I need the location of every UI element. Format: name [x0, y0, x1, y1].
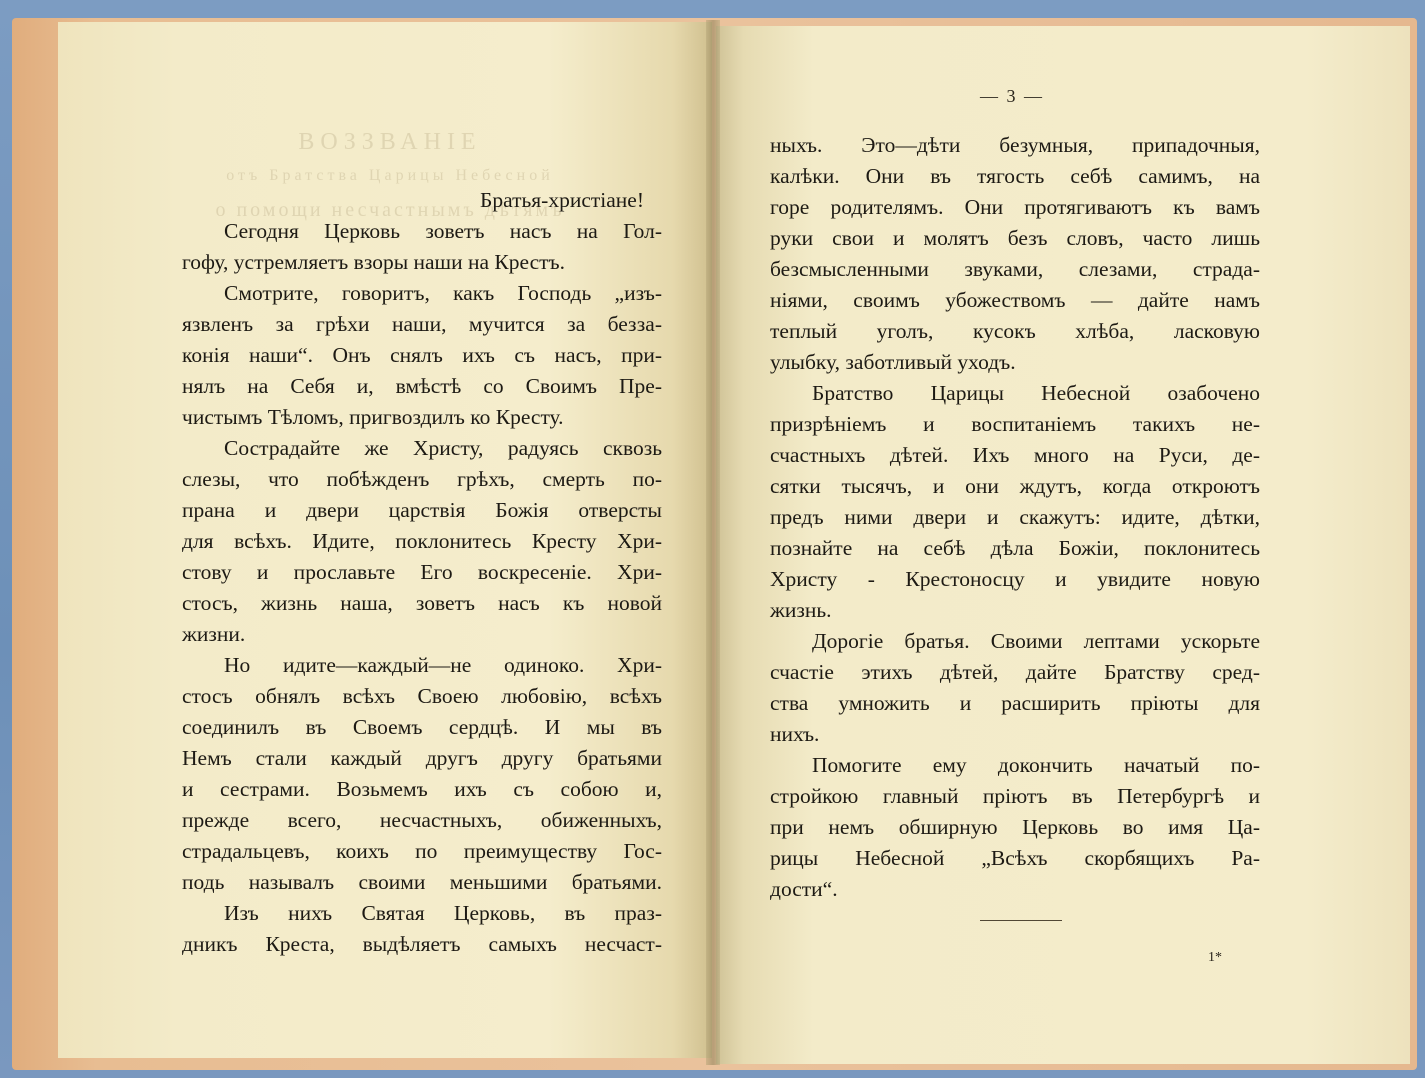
text-line: горе родителямъ. Они протягиваютъ къ вамъ: [770, 195, 1260, 219]
text-line: конія наши“. Онъ снялъ ихъ съ насъ, при-: [182, 343, 662, 367]
text-line: подь называлъ своими меньшими братьями.: [182, 870, 662, 894]
text-line: стосъ, жизнь наша, зоветъ насъ къ новой: [182, 591, 662, 615]
page-number: — 3 —: [980, 86, 1044, 106]
text-line: Сегодня Церковь зоветъ насъ на Гол-: [224, 219, 662, 243]
text-line: ніями, своимъ убожествомъ — дайте намъ: [770, 288, 1260, 312]
text-line: Смотрите, говоритъ, какъ Господь „изъ-: [224, 281, 662, 305]
text-line: гофу, устремляетъ взоры наши на Крестъ.: [182, 250, 566, 274]
text-line: чистымъ Тѣломъ, пригвоздилъ ко Кресту.: [182, 405, 564, 429]
text-line: Сострадайте же Христу, радуясь сквозь: [224, 436, 662, 460]
text-line: слезы, что побѣжденъ грѣхъ, смерть по-: [182, 467, 662, 491]
text-line: рицы Небесной „Всѣхъ скорбящихъ Ра-: [770, 846, 1260, 870]
text-line: сятки тысячъ, и они ждутъ, когда откроютъ: [770, 474, 1260, 498]
text-line: калѣки. Они въ тягость себѣ самимъ, на: [770, 164, 1260, 188]
text-line: Немъ стали каждый другъ другу братьями: [182, 746, 662, 770]
text-line: призрѣніемъ и воспитаніемъ такихъ не-: [770, 412, 1260, 436]
show-through-subtitle-2: о помощи несчастнымъ дѣтямъ: [215, 199, 565, 221]
text-line: прежде всего, несчастныхъ, обиженныхъ,: [182, 808, 662, 832]
text-line: нялъ на Себя и, вмѣстѣ со Своимъ Пре-: [182, 374, 662, 398]
text-line: руки свои и молятъ безъ словъ, часто лишь: [770, 226, 1260, 250]
text-line: прана и двери царствія Божія отверсты: [182, 498, 662, 522]
text-line: Но идите—каждый—не одиноко. Хри-: [224, 653, 662, 677]
end-divider: [980, 920, 1062, 921]
text-line: стосъ обнялъ всѣхъ Своею любовію, всѣхъ: [182, 684, 662, 708]
text-line: ства умножить и расширить пріюты для: [770, 691, 1260, 715]
text-line: и сестрами. Возьмемъ ихъ съ собою и,: [182, 777, 662, 801]
text-line: счастіе этихъ дѣтей, дайте Братству сред-: [770, 660, 1260, 684]
text-line: Братство Царицы Небесной озабочено: [812, 381, 1260, 405]
text-line: Помогите ему докончить начатый по-: [812, 753, 1260, 777]
book-gutter: [706, 20, 720, 1065]
text-line: стову и прославьте Его воскресеніе. Хри-: [182, 560, 662, 584]
text-line: предъ ними двери и скажутъ: идите, дѣтки,: [770, 505, 1260, 529]
left-page-text: [182, 185, 662, 960]
text-line: Христу - Крестоносцу и увидите новую: [770, 567, 1260, 591]
signature-mark: 1*: [1208, 950, 1222, 965]
text-line: улыбку, заботливый уходъ.: [770, 350, 1016, 374]
text-line: дникъ Креста, выдѣляетъ самыхъ несчаст-: [182, 932, 662, 956]
text-line: Дорогіе братья. Своими лептами ускорьте: [812, 629, 1260, 653]
text-line: соединилъ въ Своемъ сердцѣ. И мы въ: [182, 715, 662, 739]
text-line: счастныхъ дѣтей. Ихъ много на Руси, де-: [770, 443, 1260, 467]
text-line: безсмысленными звуками, слезами, страда-: [770, 257, 1260, 281]
text-line: нихъ.: [770, 722, 820, 746]
show-through-title: ВОЗЗВАНІЕ: [298, 129, 482, 155]
text-line: жизни.: [182, 622, 246, 646]
text-line: язвленъ за грѣхи наши, мучится за безза-: [182, 312, 662, 336]
text-line: стройкою главный пріютъ въ Петербургѣ и: [770, 784, 1260, 808]
text-line: теплый уголъ, кусокъ хлѣба, ласковую: [770, 319, 1260, 343]
text-line: дости“.: [770, 877, 838, 901]
show-through-subtitle: отъ Братства Царицы Небесной: [226, 167, 554, 184]
text-line: Изъ нихъ Святая Церковь, въ праз-: [224, 901, 662, 925]
text-line: при немъ обширную Церковь во имя Ца-: [770, 815, 1260, 839]
text-line: для всѣхъ. Идите, поклонитесь Кресту Хри-: [182, 529, 662, 553]
text-line: ныхъ. Это—дѣти безумныя, припадочныя,: [770, 133, 1260, 157]
salutation: Братья-христіане!: [479, 188, 644, 212]
text-line: познайте на себѣ дѣла Божіи, поклонитесь: [770, 536, 1260, 560]
right-page-text: [770, 130, 1260, 905]
text-line: страдальцевъ, коихъ по преимуществу Гос-: [182, 839, 662, 863]
text-line: жизнь.: [770, 598, 832, 622]
